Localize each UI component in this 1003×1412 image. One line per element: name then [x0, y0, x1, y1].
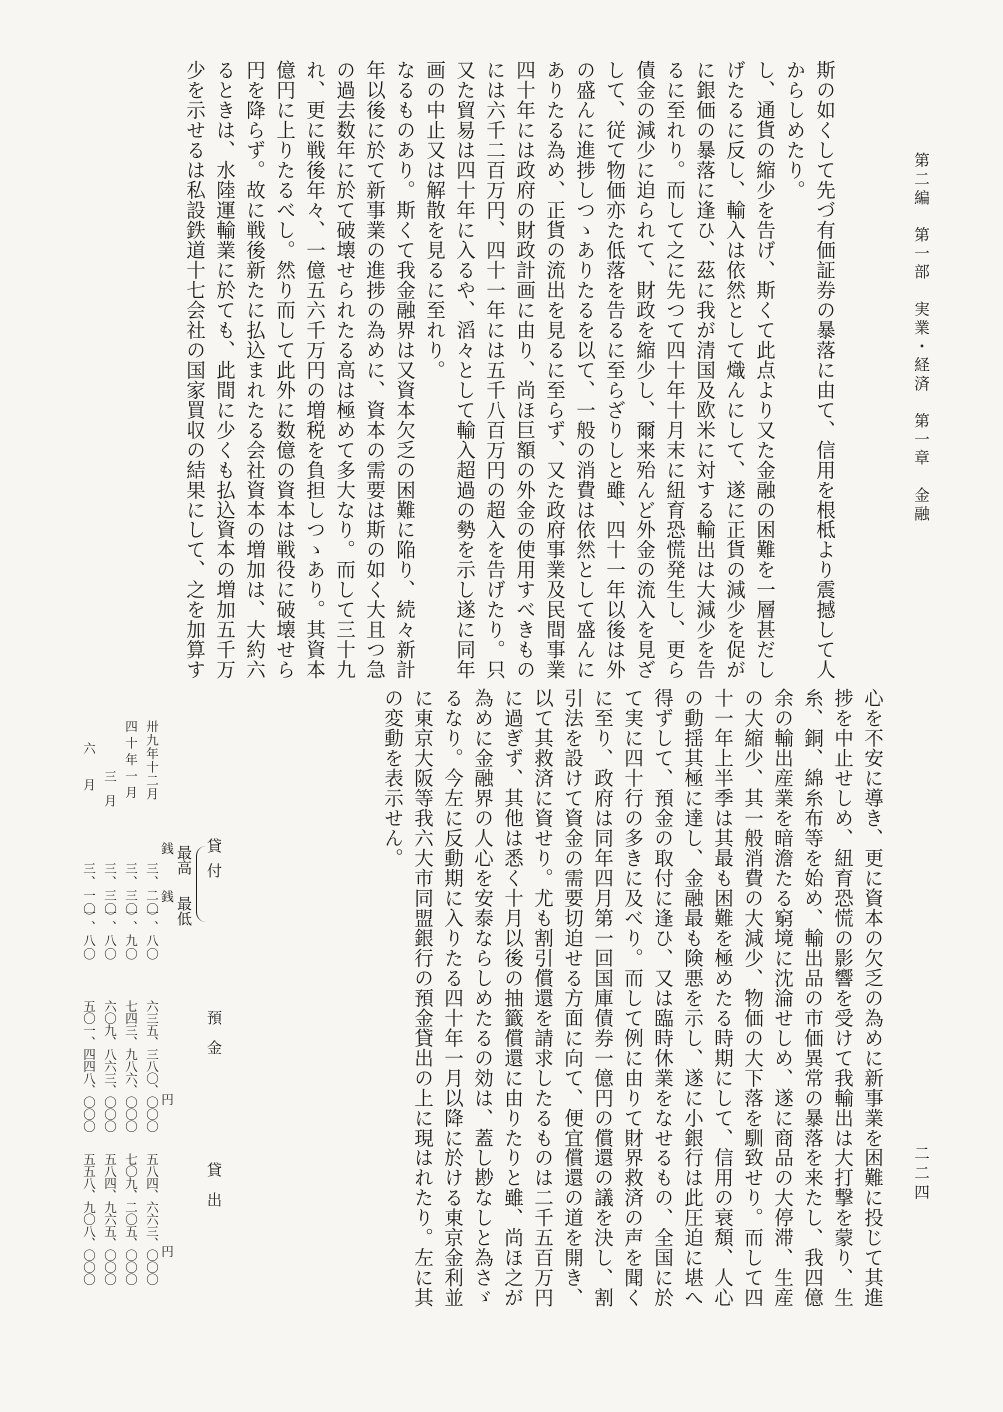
- text-column: 為めに金融界の人心を安泰ならしめたるの効は、蓋し尠なしと為さゞ: [471, 688, 494, 1308]
- text-column: からしめたり。: [783, 60, 806, 200]
- header-loan: 貸出: [205, 1162, 223, 1222]
- unit-sen-max: 銭: [159, 842, 175, 856]
- row-loan: 五八四、九六五、〇〇〇: [102, 1153, 118, 1285]
- text-column: なるものあり。斯くて我金融界は又資本欠乏の困難に陥り、続々新計: [393, 60, 416, 680]
- text-column: るなり。今左に反動期に入りたる四十年一月以降に於ける東京金利並: [441, 688, 464, 1308]
- row-deposit: 六〇九、八六三、〇〇〇: [102, 1000, 118, 1132]
- row-loan: 五五八、九〇八、〇〇〇: [81, 1153, 97, 1285]
- text-column: の動揺其極に達し、金融最も険悪を示し、遂に小銀行は此圧迫に堪へ: [681, 688, 704, 1308]
- text-column: 少を示せるは私設鉄道十七会社の国家買収の結果にして、之を加算す: [183, 60, 206, 680]
- text-column: 心を不安に導き、更に資本の欠乏の為めに新事業を困難に投じて其進: [861, 688, 884, 1308]
- row-min: 一、八〇: [102, 907, 118, 961]
- text-column: げたるに反し、輸入は依然として熾んにして、遂に正貨の減少を促が: [723, 60, 746, 680]
- text-column: 画の中止又は解散を見るに至れり。: [423, 60, 446, 380]
- text-column: るに至れり。而して之に先つて四十年十月末に紐育恐慌発生し、更ら: [663, 60, 686, 680]
- running-title: 第二編 第一部 実業・経済 第一章 金融: [912, 152, 930, 524]
- text-column: て実に四十行の多きに及べり。而して例に由りて財界救済の声を聞く: [621, 688, 644, 1308]
- row-period: 六月: [81, 742, 97, 815]
- header-max: 最高: [175, 845, 193, 875]
- text-column: ありたる為め、正貨の流出を見るに至らず、又た政府事業及民間事業: [543, 60, 566, 680]
- row-max: 三、一〇: [81, 862, 97, 916]
- header-deposit: 預金: [205, 1010, 223, 1070]
- unit-sen-min: 銭: [159, 890, 175, 904]
- text-column: の過去数年に於て破壊せられたる高は極めて多大なり。而して三十九: [333, 60, 356, 680]
- row-min: 一、九〇: [123, 907, 139, 961]
- text-column: して、従て物価亦た低落を告るに至らざりしと雖、四十一年以後は外: [603, 60, 626, 680]
- text-column: 億円に上りたるべし。然り而して此外に数億の資本は戦役に破壊せら: [273, 60, 296, 680]
- row-min: 一、八〇: [144, 907, 160, 961]
- text-column: 又た貿易は四十年に入るや、滔々として輸入超過の勢を示し遂に同年: [453, 60, 476, 680]
- text-column: るときは、水陸運輸業に於ても、此間に少くも払込資本の増加五千万: [213, 60, 236, 680]
- row-period: 卅九年十二月: [144, 720, 160, 801]
- text-column: には六千二百万円、四十一年には五千八百万円の超入を告げたり。只: [483, 60, 506, 680]
- row-loan: 五八四、六六三、〇〇〇: [144, 1153, 160, 1285]
- text-column: 糸、銅、綿糸布等を始め、輸出品の市価異常の暴落を来たし、我四億: [801, 688, 824, 1308]
- text-column: に銀価の暴落に逢ひ、茲に我が清国及欧米に対する輸出は大減少を告: [693, 60, 716, 680]
- text-column: 以て其救済に資せり。尤も割引償還を請求したるものは二千五百万円: [531, 688, 554, 1308]
- header-lending: 貸付: [205, 838, 223, 888]
- text-column: 斯の如くして先づ有価証券の暴落に由て、信用を根柢より震撼して人: [813, 60, 836, 680]
- text-column: 債金の減少に迫られて、財政を縮少し、爾来殆んど外金の流入を見ざ: [633, 60, 656, 680]
- row-loan: 七〇九、二〇五、〇〇〇: [123, 1153, 139, 1285]
- text-column: し、通貨の縮少を告げ、斯くて此点より又た金融の困難を一層甚だし: [753, 60, 776, 680]
- row-min: 一、八〇: [81, 907, 97, 961]
- header-min: 最低: [175, 896, 193, 926]
- text-column: の変動を表示せん。: [381, 688, 404, 868]
- text-column: 得ずして、預金の取付に逢ひ、又は臨時休業をなせるもの、全国に於: [651, 688, 674, 1308]
- page-number: 二二四: [912, 1145, 930, 1204]
- text-column: 十一年上半季は其最も困難を極めたる時期にして、信用の衰頽、人心: [711, 688, 734, 1308]
- text-column: の盛んに進捗しつゝありたるを以て、一般の消費は依然として盛んに: [573, 60, 596, 680]
- header-brace: [196, 846, 211, 922]
- text-column: 捗を中止せしめ、紐育恐慌の影響を受けて我輸出は大打撃を蒙り、生: [831, 688, 854, 1308]
- row-max: 三、三〇: [123, 862, 139, 916]
- text-column: に過ぎず、其他は悉く十月以後の抽籤償還に由りたりと雖、尚ほ之が: [501, 688, 524, 1308]
- text-column: 年以後に於て新事業の進捗の為めに、資本の需要は斯の如く大且つ急: [363, 60, 386, 680]
- text-column: 引法を設けて資金の需要切迫せる方面に向て、便宜償還の道を開き、: [561, 688, 584, 1308]
- row-deposit: 七四三、九八六、〇〇〇: [123, 1000, 139, 1132]
- row-max: 三、三〇: [102, 862, 118, 916]
- text-column: に至り、政府は同年四月第一回国庫債券一億円の償還の議を決し、割: [591, 688, 614, 1308]
- text-column: 四十年には政府の財政計画に由り、尚ほ巨額の外金の使用すべきもの: [513, 60, 536, 680]
- row-max: 三、二〇: [144, 862, 160, 916]
- text-column: れ、更に戦後年々、一億五六千万円の増税を負担しつゝあり。其資本: [303, 60, 326, 680]
- text-column: 円を降らず。故に戦後新たに払込まれたる会社資本の増加は、大約六: [243, 60, 266, 680]
- row-deposit: 六三五、三八〇、〇〇〇: [144, 1000, 160, 1132]
- row-period: 四十年一月: [123, 720, 139, 803]
- text-column: に東京大阪等我六大市同盟銀行の預金貸出の上に現はれたり。左に其: [411, 688, 434, 1308]
- unit-yen-loan: 円: [159, 1245, 175, 1259]
- row-period: 三月: [102, 770, 118, 819]
- row-deposit: 五〇一、四四八、〇〇〇: [81, 1000, 97, 1132]
- text-column: 余の輸出産業を暗澹たる窮境に沈淪せしめ、遂に商品の大停滞、生産: [771, 688, 794, 1308]
- unit-yen-deposit: 円: [159, 1093, 175, 1107]
- text-column: の大縮少、其一般消費の大減少、物価の大下落を馴致せり。而して四: [741, 688, 764, 1308]
